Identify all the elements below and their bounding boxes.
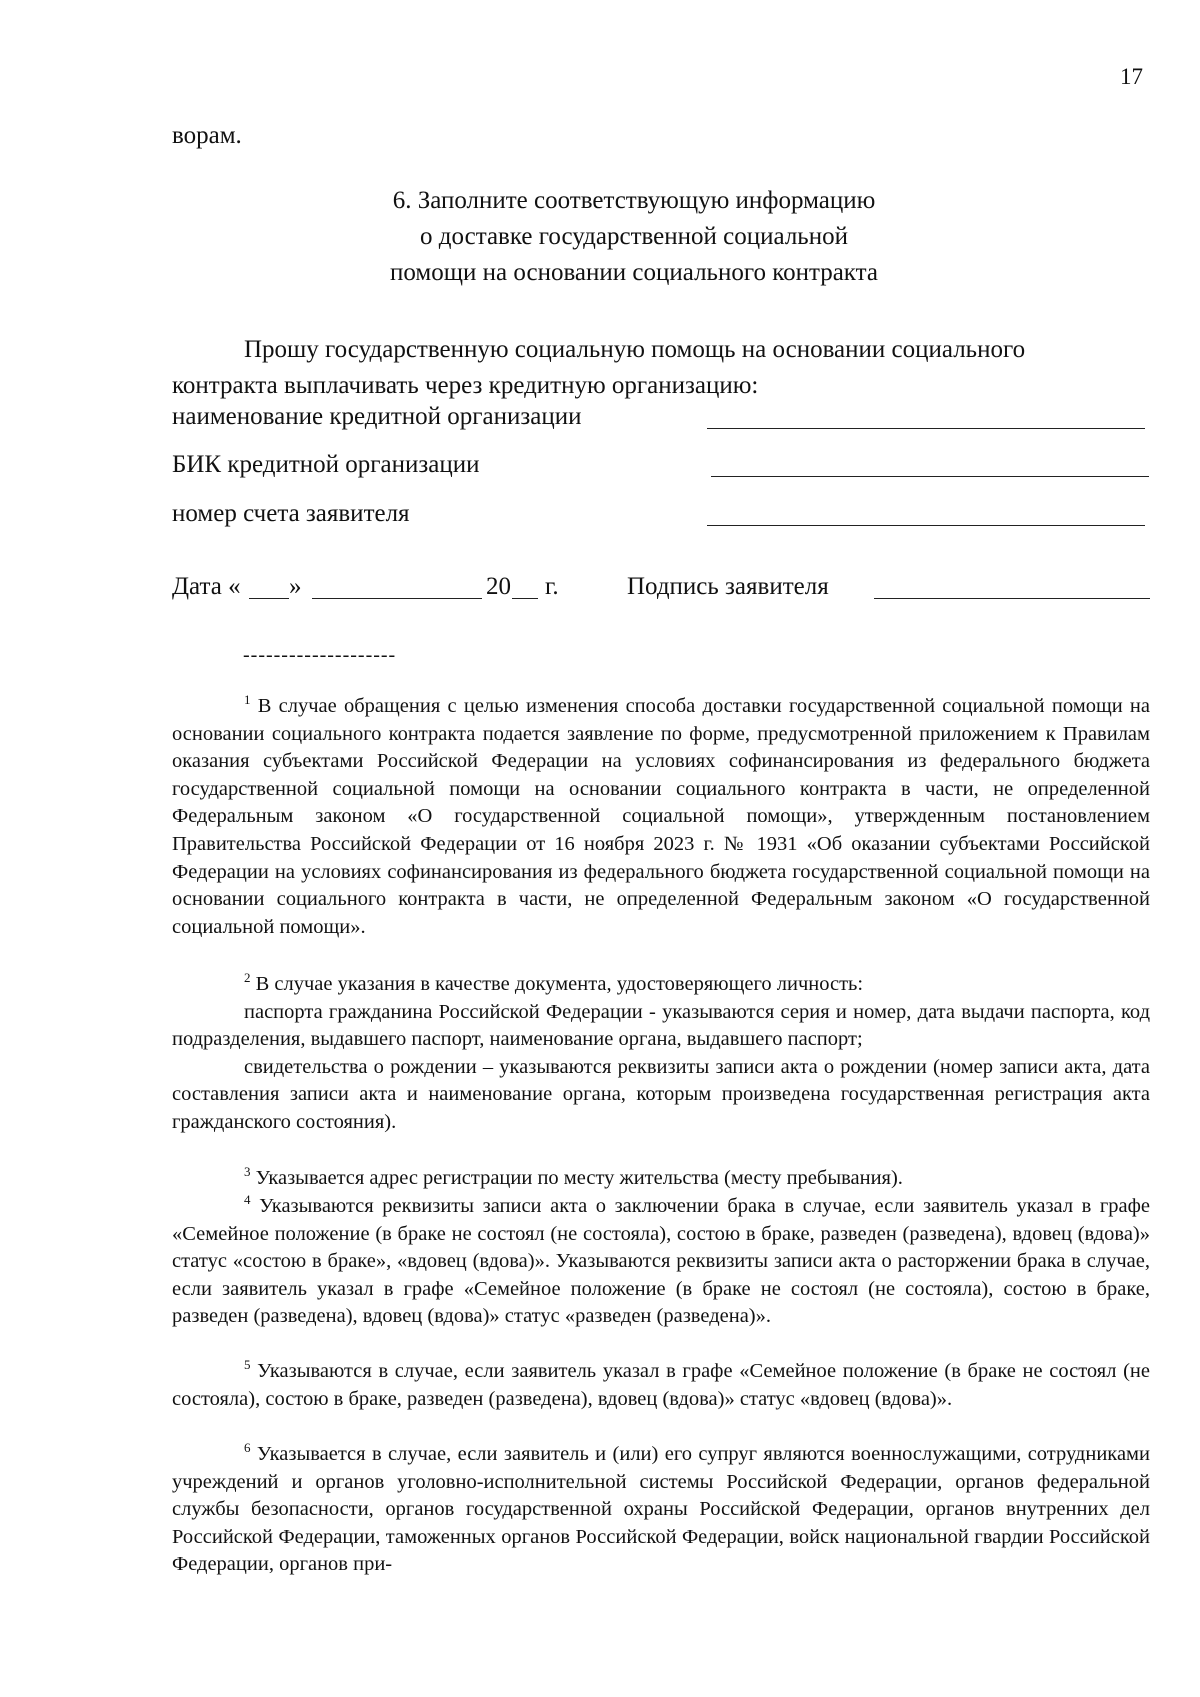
credit-org-name-field[interactable] xyxy=(707,428,1145,429)
signature-field[interactable] xyxy=(874,598,1150,599)
footnote-2-mark: 2 xyxy=(244,970,251,985)
footnote-5-text: Указываются в случае, если заявитель указал в графе «Семейное положение (в браке не состоял (не состояла), состою в браке, разведен (разведена), вдовец (вдова)» статус «вдовец (вдова)». xyxy=(172,1360,1151,1410)
intro-fragment: ворам. xyxy=(172,122,242,149)
request-line-1: Прошу государственную социальную помощь на основании социального xyxy=(244,336,1026,363)
request-line-2: контракта выплачивать через кредитную организацию: xyxy=(172,372,759,399)
footnote-3-mark: 3 xyxy=(244,1164,251,1179)
credit-org-bik-label: БИК кредитной организации xyxy=(172,451,480,478)
footnote-4-mark: 4 xyxy=(244,1192,251,1207)
year-field[interactable] xyxy=(512,598,538,599)
credit-org-bik-field[interactable] xyxy=(711,476,1149,477)
account-number-label: номер счета заявителя xyxy=(172,500,410,527)
day-field[interactable] xyxy=(249,598,289,599)
footnote-6 xyxy=(172,1441,1150,1579)
footnote-1-text: В случае обращения с целью изменения способа доставки государственной социальной помощи на основании социального контракта подается заявление по форме, предусмотренной приложением к Правилам оказания субъектами Российской Федерации на условиях софинансирования из федерального бюджета государственной социальной помощи на основании социального контракта в части, не определенной Федеральным законом «О государственной социальной помощи», утвержденным постановлением Правительства Российской Федерации от 16 ноября 2023 г. № 1931 «Об оказании субъектами Российской Федерации на условиях софинансирования из федерального бюджета государственной социальной помощи на основании социального контракта в части, не определенной Федеральным законом «О государственной социальной помощи». xyxy=(172,695,1151,938)
footnote-6-mark: 6 xyxy=(244,1440,251,1455)
footnote-1-mark: 1 xyxy=(244,692,251,707)
footnote-6-text: Указывается в случае, если заявитель и (или) его супруг являются военнослужащими, сотрудниками учреждений и органов уголовно-исполнительной системы Российской Федерации, органов федеральной службы безопасности, органов государственной охраны Российской Федерации, органов внутренних дел Российской Федерации, таможенных органов Российской Федерации, войск национальной гвардии Российской Федерации, органов при- xyxy=(172,1443,1150,1576)
footnote-2 xyxy=(172,971,1150,1137)
footnote-2-passport: паспорта гражданина Российской Федерации - указываются серия и номер, дата выдачи паспорта, код подразделения, выдавшего паспорт, наименование органа, выдавшего паспорт; xyxy=(172,1000,1150,1051)
footnote-3-text: Указывается адрес регистрации по месту жительства (месту пребывания). xyxy=(255,1167,903,1189)
footnote-5-mark: 5 xyxy=(244,1357,251,1372)
month-field[interactable] xyxy=(312,598,482,599)
year-suffix: г. xyxy=(545,573,559,600)
account-number-field[interactable] xyxy=(707,525,1145,526)
heading-line-2: о доставке государственной социальной xyxy=(420,223,848,250)
heading-line-1: 6. Заполните соответствующую информацию xyxy=(392,187,876,214)
footnote-2-birth-cert: свидетельства о рождении – указываются реквизиты записи акта о рождении (номер записи акта, дата составления записи акта и наименование органа, которым произведена государственная регистрация акта гражданского состояния). xyxy=(172,1055,1150,1133)
footnote-2-text: В случае указания в качестве документа, удостоверяющего личность: xyxy=(255,973,864,995)
footnote-1 xyxy=(172,693,1150,941)
footnote-4-text: Указываются реквизиты записи акта о заключении брака в случае, если заявитель указал в графе «Семейное положение (в браке не состоял (не состояла), состою в браке, разведен (разведена), вдовец (вдова)» статус «состою в браке», «вдовец (вдова)». Указываются реквизиты записи акта о расторжении брака в случае, если заявитель указал в графе «Семейное положение (в браке не состоял (не состояла), состою в браке, разведен (разведена), вдовец (вдова)» статус «разведен (разведена)». xyxy=(172,1195,1151,1328)
footnote-5 xyxy=(172,1358,1150,1413)
date-close-quote: » xyxy=(289,573,302,600)
section-heading xyxy=(172,183,1096,291)
page-number: 17 xyxy=(1120,64,1143,89)
footnote-3 xyxy=(172,1165,1150,1193)
year-prefix: 20 xyxy=(486,573,511,600)
signature-label: Подпись заявителя xyxy=(627,573,829,600)
credit-org-name-label: наименование кредитной организации xyxy=(172,403,582,430)
footnote-separator: -------------------- xyxy=(243,644,397,666)
date-label: Дата « xyxy=(172,573,241,600)
footnote-4 xyxy=(172,1193,1150,1331)
heading-line-3: помощи на основании социального контракта xyxy=(390,259,878,286)
